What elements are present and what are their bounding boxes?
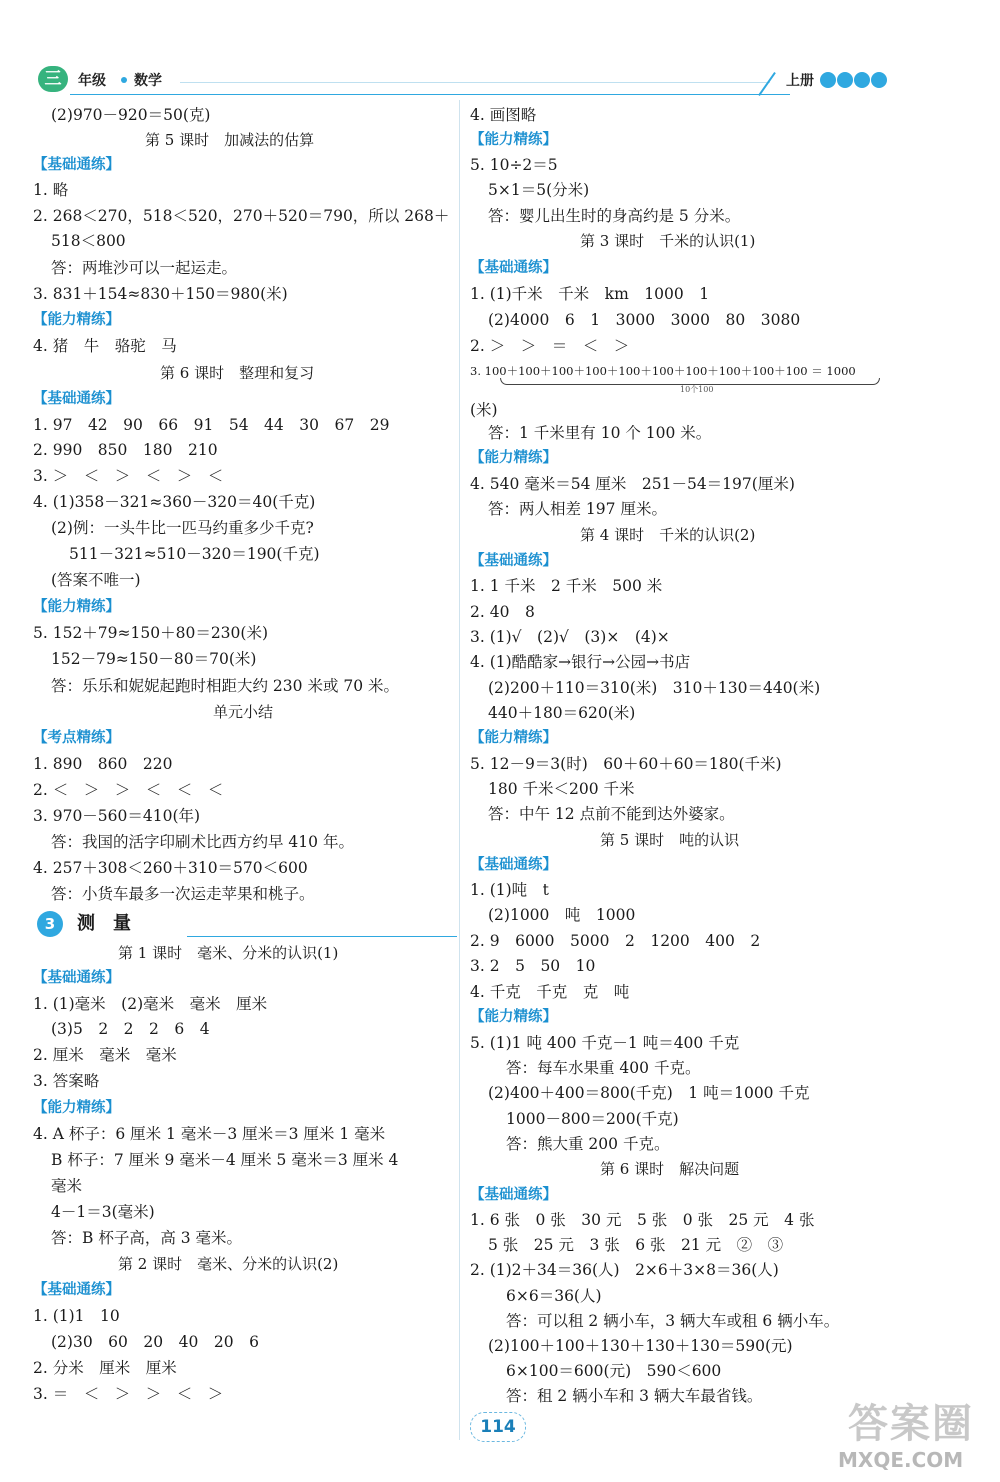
section-tag: 【基础通练】 — [33, 1282, 120, 1298]
answer-line: (2)1000 吨 1000 — [488, 906, 636, 924]
page-header — [0, 0, 1000, 100]
watermark-url: MXQE.COM — [838, 1448, 964, 1472]
answer-line: 1. 略 — [33, 181, 69, 199]
answer-line: 5. 12－9＝3(时) 60＋60＋60＝180(千米) — [470, 755, 782, 773]
answer-line: (答案不唯一) — [51, 571, 141, 589]
answer-line: 答：熊大重 200 千克。 — [506, 1135, 670, 1153]
answer-line: 1. (1)1 10 — [33, 1307, 120, 1325]
answer-line: 1000－800＝200(千克) — [506, 1110, 679, 1128]
answer-line: 4. 540 毫米＝54 厘米 251－54＝197(厘米) — [470, 475, 795, 493]
answer-line: 2. 分米 厘米 厘米 — [33, 1359, 177, 1377]
answer-line: 3. ＞ ＜ ＞ ＜ ＞ ＜ — [33, 467, 224, 485]
answer-line: 答：我国的活字印刷术比西方约早 410 年。 — [51, 833, 354, 851]
section-tag: 【能力精练】 — [470, 730, 557, 746]
section-tag: 【能力精练】 — [470, 1009, 557, 1025]
answer-line: 4. (1)酷酷家→银行→公园→书店 — [470, 653, 691, 671]
answer-line: 答：可以租 2 辆小车，3 辆大车或租 6 辆小车。 — [506, 1312, 840, 1330]
answer-line: 5. 152＋79≈150＋80＝230(米) — [33, 624, 268, 642]
answer-line: 答：B 杯子高，高 3 毫米。 — [51, 1229, 243, 1247]
answer-line: 152－79≈150－80＝70(米) — [51, 650, 257, 668]
answer-line: 3. 100＋100＋100＋100＋100＋100＋100＋100＋100＋100 ＝ 1000 — [470, 364, 856, 378]
lesson-title: 第 6 课时 解决问题 — [600, 1160, 740, 1178]
lesson-title: 第 4 课时 千米的认识(2) — [580, 526, 756, 544]
page-number: 114 — [470, 1412, 526, 1442]
answer-line: (2)4000 6 1 3000 3000 80 3080 — [488, 311, 801, 329]
answer-line: 440＋180＝620(米) — [488, 704, 636, 722]
lesson-title: 第 3 课时 千米的认识(1) — [580, 232, 756, 250]
answer-line: 2. 268＜270，518＜520，270＋520＝790，所以 268＋ — [33, 207, 450, 225]
answer-line: 1. (1)吨 t — [470, 881, 549, 899]
answer-line: 3. 831＋154≈830＋150＝980(米) — [33, 285, 288, 303]
lesson-title: 第 6 课时 整理和复习 — [160, 364, 315, 382]
section-tag: 【能力精练】 — [33, 599, 120, 615]
lesson-title: 第 5 课时 加减法的估算 — [145, 131, 315, 149]
section-tag: 【基础通练】 — [470, 857, 557, 873]
unit-heading — [37, 911, 457, 941]
section-tag: 【基础通练】 — [33, 970, 120, 986]
answer-line: 答：婴儿出生时的身高约是 5 分米。 — [488, 207, 741, 225]
answer-line: 5×1＝5(分米) — [488, 181, 590, 199]
answer-line: 答：乐乐和妮妮起跑时相距大约 230 米或 70 米。 — [51, 677, 400, 695]
answer-line: 2. 厘米 毫米 毫米 — [33, 1046, 177, 1064]
header-slash — [758, 72, 776, 96]
unit-number-badge: 3 — [37, 911, 63, 937]
section-tag: 【能力精练】 — [33, 1100, 120, 1116]
answer-line: (2)例：一头牛比一匹马约重多少千克? — [51, 519, 314, 537]
answer-line: 518＜800 — [51, 232, 126, 250]
answer-line: 5. 10÷2＝5 — [470, 156, 558, 174]
lesson-title: 第 5 课时 吨的认识 — [600, 831, 740, 849]
grade-badge: 三 — [38, 66, 68, 92]
header-rule-light — [180, 82, 770, 83]
lesson-title: 单元小结 — [213, 703, 274, 721]
brace-label: 10个100 — [680, 385, 714, 394]
section-tag: 【基础通练】 — [470, 553, 557, 569]
answer-line: 5 张 25 元 3 张 6 张 21 元 ② ③ — [488, 1236, 784, 1254]
answer-line: (3)5 2 2 2 6 4 — [51, 1020, 210, 1038]
answer-line: 1. (1)千米 千米 km 1000 1 — [470, 285, 710, 303]
answer-line: 4. 千克 千克 克 吨 — [470, 983, 630, 1001]
answer-line: 2. 40 8 — [470, 603, 535, 621]
answer-line: 3. 2 5 50 10 — [470, 957, 596, 975]
answer-line: (2)970－920＝50(克) — [51, 106, 211, 124]
answer-line: (2)100＋100＋130＋130＋130＝590(元) — [488, 1337, 793, 1355]
section-tag: 【能力精练】 — [470, 450, 557, 466]
answer-line: 1. 1 千米 2 千米 500 米 — [470, 577, 663, 595]
answer-line: (2)400＋400＝800(千克) 1 吨＝1000 千克 — [488, 1084, 810, 1102]
answer-line: 毫米 — [51, 1177, 83, 1195]
answer-line: 511－321≈510－320＝190(千克) — [69, 545, 320, 563]
dot-icon — [121, 77, 127, 83]
answer-line: 3. 答案略 — [33, 1072, 100, 1090]
section-tag: 【考点精练】 — [33, 730, 120, 746]
volume-label: 上册 — [786, 73, 814, 89]
grade-label: 年级 — [78, 73, 106, 89]
answer-line: 1. (1)毫米 (2)毫米 毫米 厘米 — [33, 995, 268, 1013]
answer-line: 4－1＝3(毫米) — [51, 1203, 155, 1221]
answer-line: (2)30 60 20 40 20 6 — [51, 1333, 259, 1351]
section-tag: 【能力精练】 — [470, 132, 557, 148]
subject-label: 数学 — [134, 73, 162, 89]
section-tag: 【基础通练】 — [33, 391, 120, 407]
unit-rule — [187, 936, 457, 937]
answer-line: 4. 画图略 — [470, 106, 537, 124]
watermark-logo — [838, 1392, 998, 1478]
header-rule — [70, 94, 790, 95]
answer-line: 1. 6 张 0 张 30 元 5 张 0 张 25 元 4 张 — [470, 1211, 815, 1229]
watermark-text: 答案圈 — [848, 1401, 974, 1447]
brand-logo-icon — [820, 72, 888, 90]
answer-line: 180 千米＜200 千米 — [488, 780, 635, 798]
answer-line: 1. 890 860 220 — [33, 755, 173, 773]
answer-line: 5. (1)1 吨 400 千克－1 吨＝400 千克 — [470, 1034, 740, 1052]
answer-line: 6×6＝36(人) — [506, 1287, 602, 1305]
section-tag: 【基础通练】 — [33, 157, 120, 173]
answer-line: 1. 97 42 90 66 91 54 44 30 67 29 — [33, 416, 390, 434]
answer-line: 3. (1)√ (2)√ (3)× (4)× — [470, 628, 670, 646]
lesson-title: 第 1 课时 毫米、分米的认识(1) — [118, 944, 339, 962]
answer-line: 2. 990 850 180 210 — [33, 441, 218, 459]
answer-line: 2. 9 6000 5000 2 1200 400 2 — [470, 932, 761, 950]
unit-title: 测 量 — [77, 913, 131, 934]
answer-line: 4. A 杯子：6 厘米 1 毫米－3 厘米＝3 厘米 1 毫米 — [33, 1125, 386, 1143]
section-tag: 【基础通练】 — [470, 260, 557, 276]
answer-line: B 杯子：7 厘米 9 毫米－4 厘米 5 毫米＝3 厘米 4 — [51, 1151, 399, 1169]
answer-line: 4. 257＋308＜260＋310＝570＜600 — [33, 859, 308, 877]
column-divider — [459, 100, 460, 1440]
answer-line: 答：1 千米里有 10 个 100 米。 — [488, 424, 712, 442]
answer-line: 答：小货车最多一次运走苹果和桃子。 — [51, 885, 315, 903]
answer-line: 4. (1)358－321≈360－320＝40(千克) — [33, 493, 316, 511]
answer-line: (米) — [470, 401, 498, 419]
answer-line: (2)200＋110＝310(米) 310＋130＝440(米) — [488, 679, 821, 697]
answer-line: 2. ＞ ＞ ＝ ＜ ＞ — [470, 337, 630, 355]
answer-line: 答：两人相差 197 厘米。 — [488, 500, 667, 518]
answer-line: 答：租 2 辆小车和 3 辆大车最省钱。 — [506, 1387, 763, 1405]
answer-line: 2. (1)2＋34＝36(人) 2×6＋3×8＝36(人) — [470, 1261, 779, 1279]
answer-line: 答：每车水果重 400 千克。 — [506, 1059, 701, 1077]
answer-line: 6×100＝600(元) 590＜600 — [506, 1362, 722, 1380]
answer-line: 3. ＝ ＜ ＞ ＞ ＜ ＞ — [33, 1385, 224, 1403]
lesson-title: 第 2 课时 毫米、分米的认识(2) — [118, 1255, 339, 1273]
answer-line: 答：两堆沙可以一起运走。 — [51, 259, 238, 277]
answer-line: 3. 970－560＝410(年) — [33, 807, 201, 825]
section-tag: 【基础通练】 — [470, 1187, 557, 1203]
answer-line: 4. 猪 牛 骆驼 马 — [33, 337, 177, 355]
answer-line: 答：中午 12 点前不能到达外婆家。 — [488, 805, 735, 823]
answer-line: 2. ＜ ＞ ＞ ＜ ＜ ＜ — [33, 781, 224, 799]
section-tag: 【能力精练】 — [33, 312, 120, 328]
